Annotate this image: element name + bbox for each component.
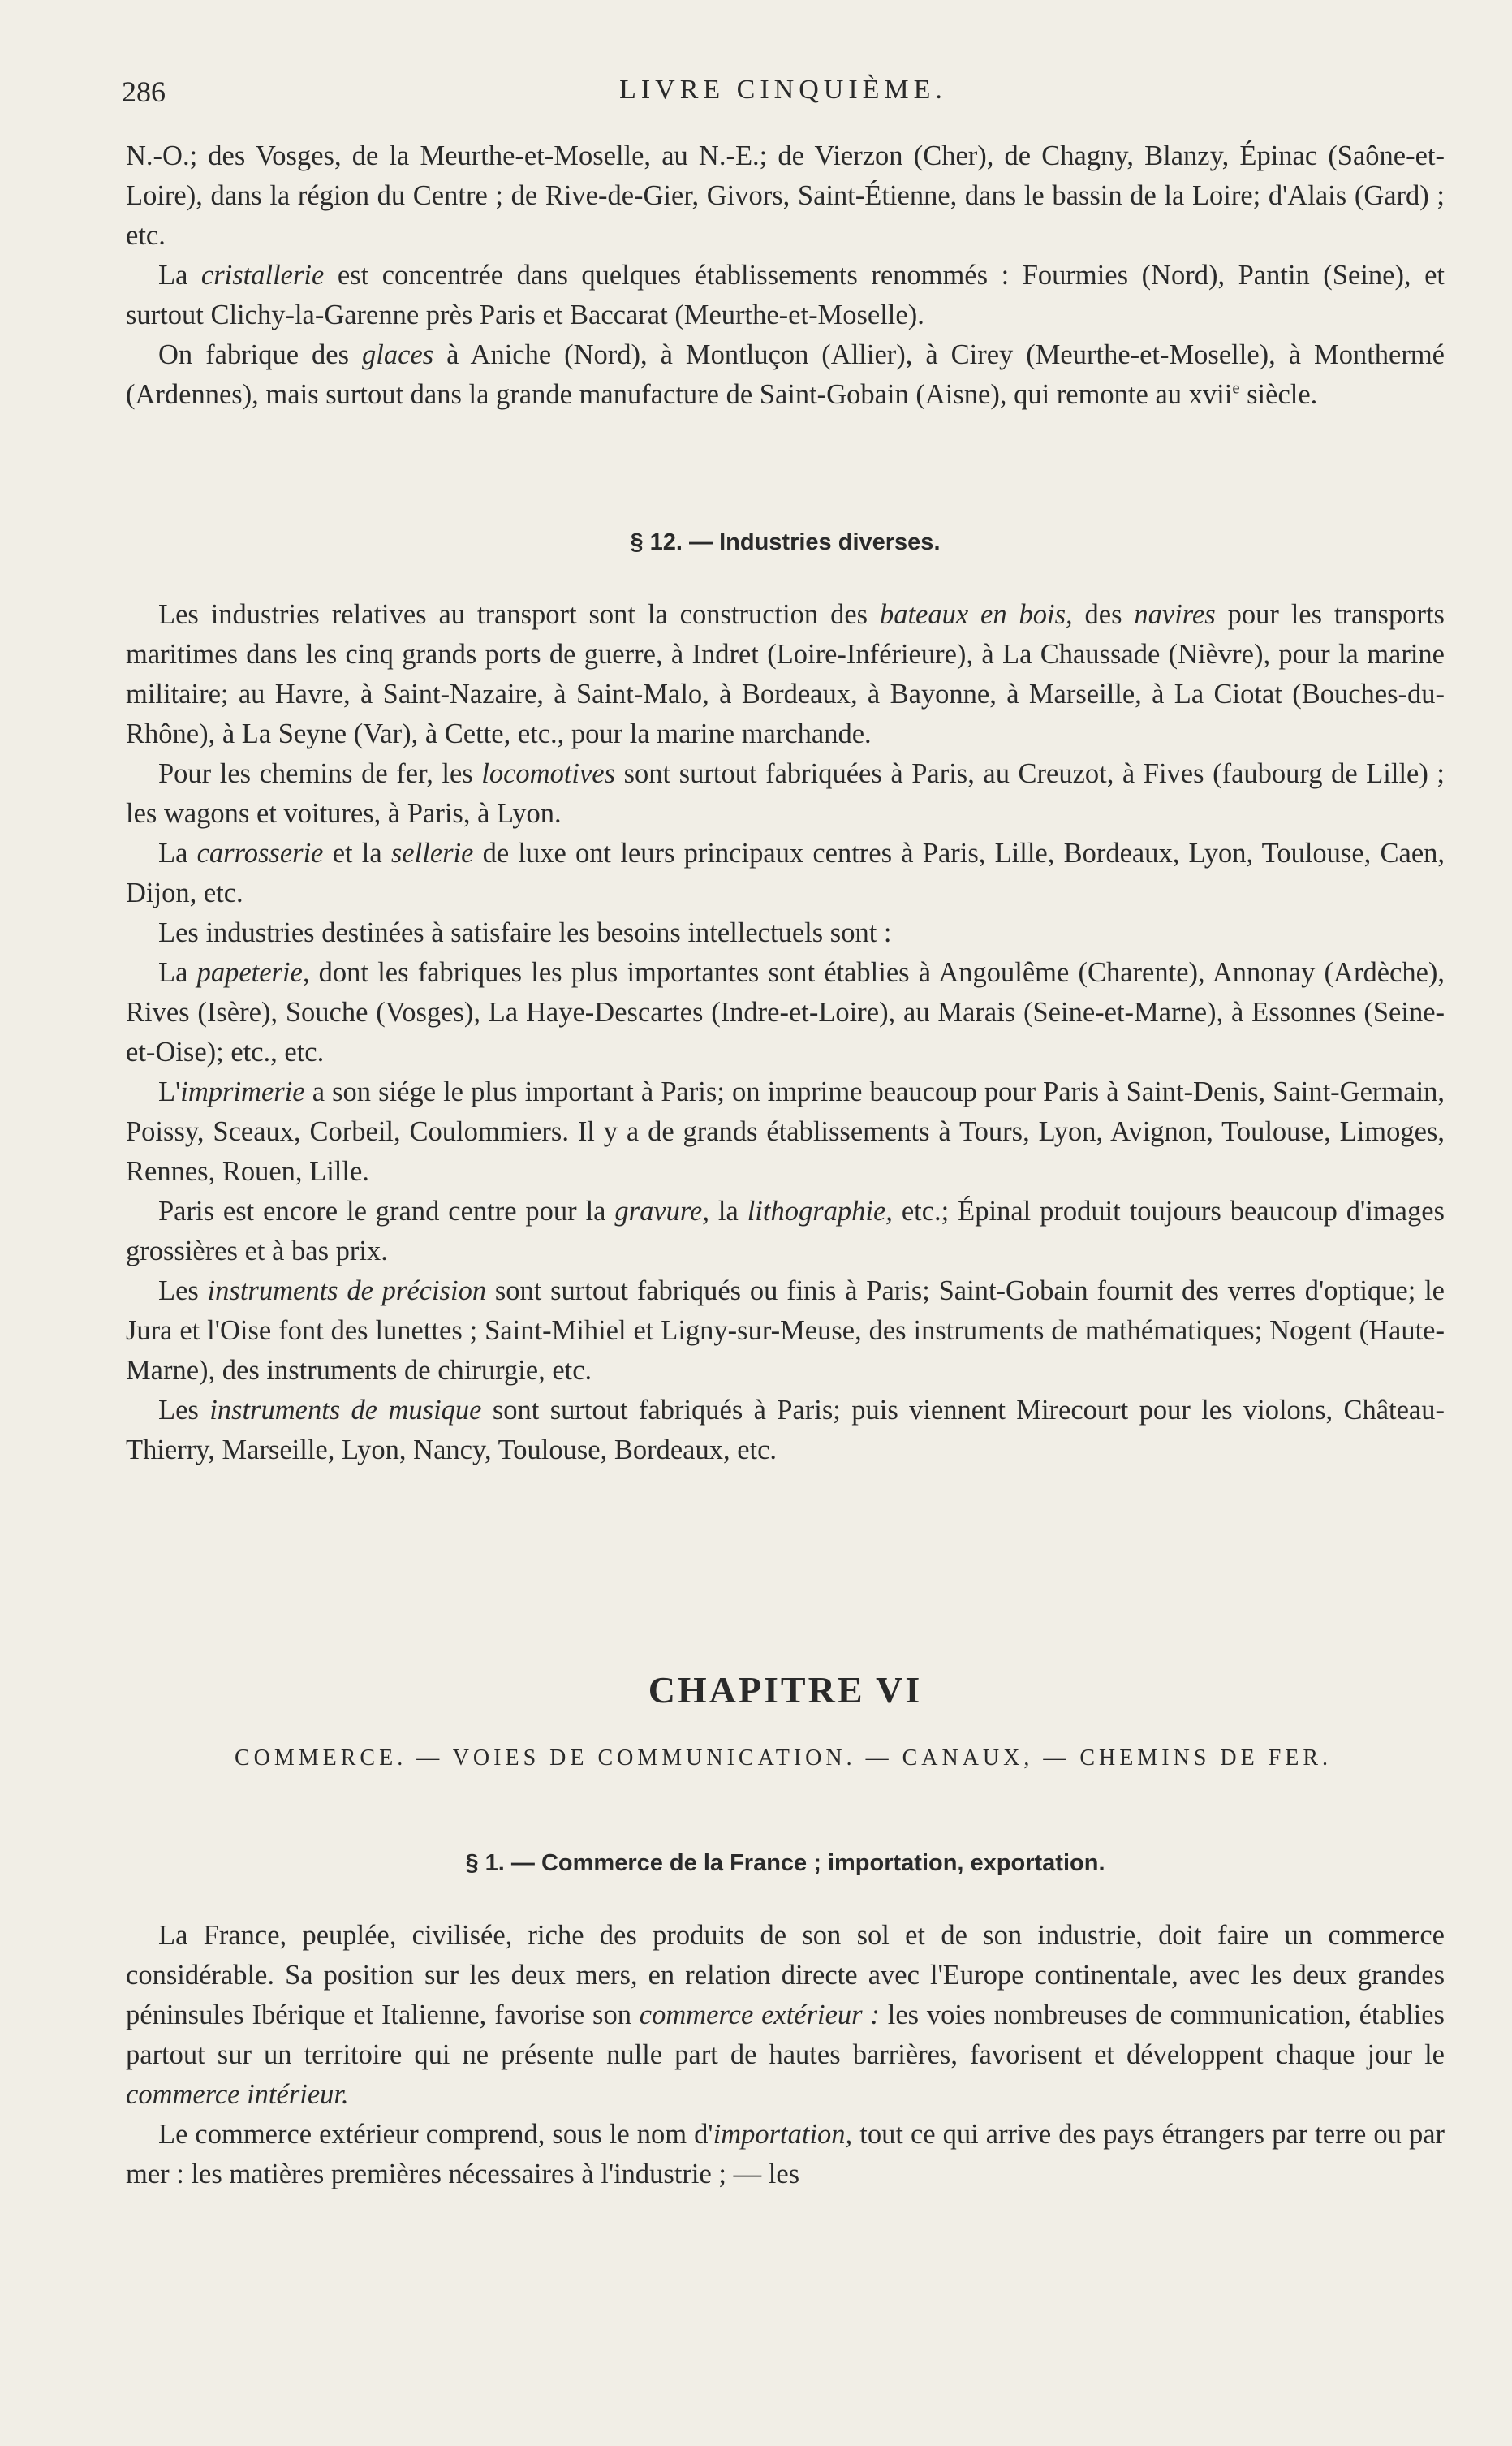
paragraph: On fabrique des glaces à Aniche (Nord), à Montluçon (Allier), à Cirey (Meurthe-et-Moselle), à Monthermé (Ardennes), mais surtout dans la grande manufacture de Saint-Gobain (Aisne), qui remonte au xvii$^e$ siècle.: [126, 339, 1445, 410]
chapter-subtitle: COMMERCE. — VOIES DE COMMUNICATION. — CANAUX, — CHEMINS DE FER.: [234, 1745, 1333, 1771]
chapter-subtitle-block: [122, 1745, 1445, 1771]
section-1-heading-block: [126, 1847, 1445, 1879]
top-paragraphs: [126, 136, 1445, 415]
page-number: 286: [122, 75, 166, 108]
section-12-heading-block: [126, 526, 1445, 559]
paragraph: L'imprimerie a son siége le plus important à Paris; on imprime beaucoup pour Paris à Saint-Denis, Saint-Germain, Poissy, Sceaux, Corbeil, Coulommiers. Il y a de grands établissements à Tours, Lyon, Avignon, Toulouse, Limoges, Rennes, Rouen, Lille.: [126, 1076, 1445, 1187]
paragraph: Les instruments de musique sont surtout fabriqués à Paris; puis viennent Mirecourt pour les violons, Château-Thierry, Marseille, Lyon, Nancy, Toulouse, Bordeaux, etc.: [126, 1395, 1445, 1465]
paragraph: La cristallerie est concentrée dans quelques établissements renommés : Fourmies (Nord), Pantin (Seine), et surtout Clichy-la-Garenne près Paris et Baccarat (Meurthe-et-Moselle).: [126, 260, 1445, 330]
paragraph: N.-O.; des Vosges, de la Meurthe-et-Moselle, au N.-E.; de Vierzon (Cher), de Chagny, Blanzy, Épinac (Saône-et-Loire), dans la région du Centre ; de Rive-de-Gier, Givors, Saint-Étienne, dans le bassin de la Loire; d'Alais (Gard) ; etc.: [126, 140, 1445, 251]
paragraph: La France, peuplée, civilisée, riche des produits de son sol et de son industrie, doit faire un commerce considérable. Sa position sur les deux mers, en relation directe avec l'Europe continentale, avec les deux grandes péninsules Ibérique et Italienne, favorise son commerce extérieur : les voies nombreuses de communication, établies partout sur un territoire qui ne présente nulle part de hautes barrières, favorisent et développent chaque jour le commerce intérieur.: [126, 1920, 1445, 2110]
running-title: LIVRE CINQUIÈME.: [619, 75, 947, 105]
section-heading: § 12. — Industries diverses.: [630, 529, 941, 555]
section-heading: § 1. — Commerce de la France ; importation, exportation.: [465, 1850, 1105, 1876]
chapter-header: [126, 1668, 1445, 1711]
paragraph: Pour les chemins de fer, les locomotives sont surtout fabriquées à Paris, au Creuzot, à Fives (faubourg de Lille) ; les wagons et voitures, à Paris, à Lyon.: [126, 758, 1445, 829]
page-header: [122, 75, 1445, 123]
paragraph: La papeterie, dont les fabriques les plus importantes sont établies à Angoulême (Charente), Annonay (Ardèche), Rives (Isère), Souche (Vosges), La Haye-Descartes (Indre-et-Loire), au Marais (Seine-et-Marne), à Essonnes (Seine-et-Oise); etc., etc.: [126, 957, 1445, 1068]
paragraph: Le commerce extérieur comprend, sous le nom d'importation, tout ce qui arrive des pays étrangers par terre ou par mer : les matières premières nécessaires à l'industrie ; — les: [126, 2119, 1445, 2189]
paragraph: Les industries relatives au transport sont la construction des bateaux en bois, des navires pour les transports maritimes dans les cinq grands ports de guerre, à Indret (Loire-Inférieure), à La Chaussade (Nièvre), pour la marine militaire; au Havre, à Saint-Nazaire, à Saint-Malo, à Bordeaux, à Bayonne, à Marseille, à La Ciotat (Bouches-du-Rhône), à La Seyne (Var), à Cette, etc., pour la marine marchande.: [126, 599, 1445, 749]
paragraph: Les industries destinées à satisfaire les besoins intellectuels sont :: [158, 917, 892, 948]
paragraph: Paris est encore le grand centre pour la gravure, la lithographie, etc.; Épinal produit toujours beaucoup d'images grossières et à bas prix.: [126, 1196, 1445, 1266]
paragraph: La carrosserie et la sellerie de luxe ont leurs principaux centres à Paris, Lille, Bordeaux, Lyon, Toulouse, Caen, Dijon, etc.: [126, 838, 1445, 908]
chapter-title: CHAPITRE VI: [648, 1669, 923, 1710]
paragraph: Les instruments de précision sont surtout fabriqués ou finis à Paris; Saint-Gobain fournit des verres d'optique; le Jura et l'Oise font des lunettes ; Saint-Mihiel et Ligny-sur-Meuse, des instruments de mathématiques; Nogent (Haute-Marne), des instruments de chirurgie, etc.: [126, 1275, 1445, 1386]
section-1: [126, 1916, 1445, 2194]
section-12: [126, 595, 1445, 1470]
